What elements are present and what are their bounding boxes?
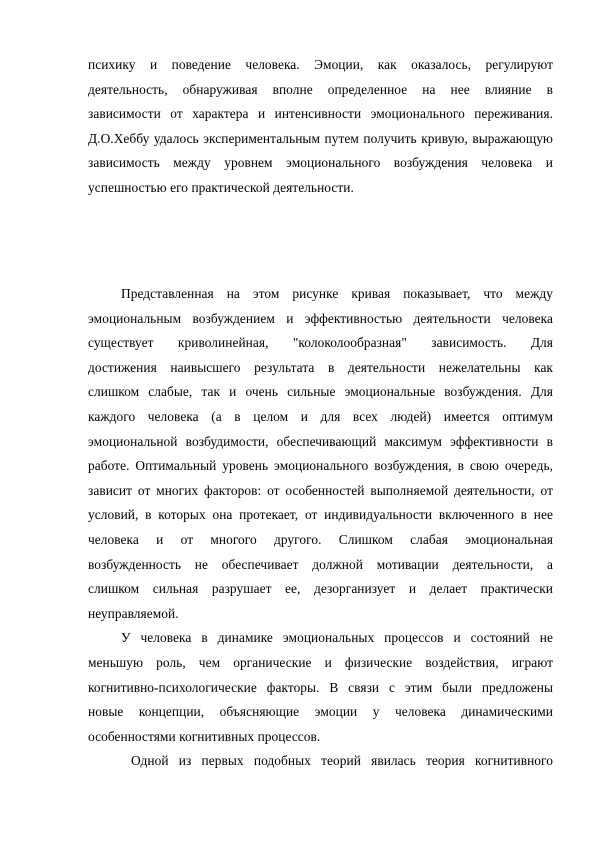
paragraph-1: [88, 53, 553, 201]
text-line: достижения наивысшего результата в деятельности нежелательны как: [88, 359, 553, 375]
text-line: когнитивно-психологические факторы. В связи с этим были предложены: [88, 679, 553, 695]
text-line: неуправляемой.: [88, 605, 179, 621]
text-line: зависимости от характера и интенсивности эмоционального переживания.: [88, 106, 553, 122]
text-line: меньшую роль, чем органические и физические воздействия, играют: [88, 654, 553, 670]
text-line: зависит от многих факторов: от особенностей выполняемой деятельности, от: [88, 482, 553, 498]
text-line: зависимость между уровнем эмоционального возбуждения человека и: [88, 155, 553, 171]
text-line: работе. Оптимальный уровень эмоционального возбуждения, в свою очередь,: [88, 458, 553, 474]
text-line: Одной из первых подобных теорий явилась теория когнитивного: [131, 753, 553, 769]
text-line: слишком слабые, так и очень сильные эмоциональные возбуждения. Для: [88, 384, 553, 400]
text-line: эмоциональным возбуждением и эффективностью деятельности человека: [88, 310, 553, 326]
text-line: эмоциональной возбудимости, обеспечивающий максимум эффективности в: [88, 433, 553, 449]
text-line: слишком сильная разрушает ее, дезорганизует и делает практически: [88, 581, 553, 597]
text-line: возбужденность не обеспечивает должной мотивации деятельности, а: [88, 556, 553, 572]
text-line: деятельность, обнаруживая вполне определенное на нее влияние в: [88, 81, 553, 97]
text-line: особенностями когнитивных процессов.: [88, 728, 321, 744]
paragraph-4: [88, 749, 553, 774]
text-line: Представленная на этом рисунке кривая показывает, что между: [121, 286, 553, 301]
text-block-main: [88, 282, 553, 774]
paragraph-2: [88, 282, 553, 626]
text-block-top: [88, 53, 553, 201]
text-line: условий, в которых она протекает, от индивидуальности включенного в нее: [88, 507, 553, 523]
text-line: человека и от многого другого. Слишком слабая эмоциональная: [88, 531, 553, 547]
text-line: Д.О.Хеббу удалось экспериментальным путем получить кривую, выражающую: [88, 130, 553, 146]
text-line: каждого человека (а в целом и для всех людей) имеется оптимум: [88, 408, 553, 424]
paragraph-3: [88, 626, 553, 749]
text-line: психику и поведение человека. Эмоции, как оказалось, регулируют: [88, 57, 553, 72]
text-line: существует криволинейная, "колоколообразная" зависимость. Для: [88, 335, 553, 351]
text-line: новые концепции, объясняющие эмоции у человека динамическими: [88, 704, 553, 720]
text-line: У человека в динамике эмоциональных процессов и состояний не: [121, 630, 553, 646]
text-line: успешностью его практической деятельности.: [88, 179, 354, 195]
